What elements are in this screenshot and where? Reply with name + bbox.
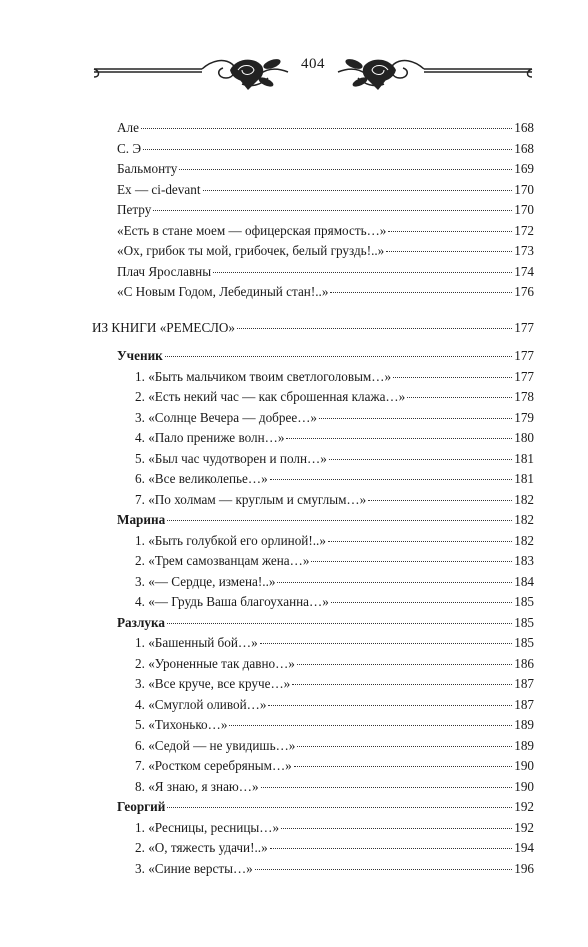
entry-title: 6. «Седой — не увидишь…» xyxy=(135,737,296,753)
entry-page-number: 170 xyxy=(514,181,534,197)
entry-title: Разлука xyxy=(117,614,165,630)
toc-item xyxy=(135,717,534,733)
toc-item xyxy=(135,594,534,610)
entry-page-number: 189 xyxy=(514,717,534,732)
entry-page-number: 187 xyxy=(514,676,534,691)
dot-leader xyxy=(311,561,512,562)
toc-item xyxy=(135,840,534,856)
page-number: 404 xyxy=(301,56,325,72)
entry-page-number: 168 xyxy=(514,140,534,156)
toc-group xyxy=(117,799,534,815)
entry-page-number: 190 xyxy=(514,758,534,773)
toc-entry xyxy=(117,120,534,136)
entry-page-number: 190 xyxy=(514,778,534,794)
toc-entry xyxy=(117,243,534,259)
entry-title: «Есть в стане моем — офицерская прямость…» xyxy=(117,222,387,238)
toc-entry xyxy=(117,141,534,157)
entry-title: 3. «— Сердце, измена!..» xyxy=(135,573,276,589)
toc-item xyxy=(135,451,534,467)
dot-leader xyxy=(319,418,512,419)
entry-page-number: 186 xyxy=(514,655,534,671)
dot-leader xyxy=(330,292,512,293)
entry-title: 2. «Трем самозванцам жена…» xyxy=(135,553,310,568)
entry-title: 1. «Башенный бой…» xyxy=(135,635,258,650)
dot-leader xyxy=(179,169,512,170)
entry-page-number: 168 xyxy=(514,120,534,135)
toc-item xyxy=(135,758,534,774)
entry-title: Плач Ярославны xyxy=(117,263,212,279)
entry-title: Георгий xyxy=(117,799,166,814)
entry-page-number: 172 xyxy=(514,222,534,238)
toc-item xyxy=(135,533,534,549)
entry-page-number: 179 xyxy=(514,409,534,425)
dot-leader xyxy=(407,397,512,398)
toc-item xyxy=(135,820,534,836)
dot-leader xyxy=(368,500,512,501)
toc-item xyxy=(135,492,534,508)
dot-leader xyxy=(167,807,512,808)
entry-page-number: 181 xyxy=(514,471,534,486)
entry-title: 6. «Все великолепье…» xyxy=(135,471,268,486)
entry-title: Ex — ci-devant xyxy=(117,181,201,197)
entry-title: ИЗ КНИГИ «РЕМЕСЛО» xyxy=(92,320,236,335)
page-header xyxy=(92,50,534,94)
entry-title: Петру xyxy=(117,202,152,217)
dot-leader xyxy=(393,377,512,378)
toc-item xyxy=(135,471,534,487)
dot-leader xyxy=(297,664,512,665)
dot-leader xyxy=(229,725,512,726)
entry-page-number: 182 xyxy=(514,491,534,507)
entry-page-number: 192 xyxy=(514,819,534,835)
entry-page-number: 177 xyxy=(514,348,534,363)
dot-leader xyxy=(292,684,512,685)
toc-item xyxy=(135,676,534,692)
entry-title: С. Э xyxy=(117,140,142,156)
toc-entry xyxy=(117,202,534,218)
entry-page-number: 181 xyxy=(514,450,534,466)
entry-title: 4. «— Грудь Ваша благоуханна…» xyxy=(135,594,329,609)
dot-leader xyxy=(167,623,512,624)
entry-page-number: 174 xyxy=(514,263,534,279)
entry-page-number: 187 xyxy=(514,696,534,712)
entry-title: Бальмонту xyxy=(117,161,178,176)
entry-page-number: 169 xyxy=(514,161,534,176)
toc-item xyxy=(135,389,534,405)
entry-page-number: 192 xyxy=(514,799,534,814)
entry-title: 1. «Быть мальчиком твоим светлоголовым…» xyxy=(135,368,392,384)
entry-title: Ученик xyxy=(117,348,163,363)
dot-leader xyxy=(281,828,512,829)
toc-group xyxy=(117,512,534,528)
entry-title: 3. «Все круче, все круче…» xyxy=(135,676,291,691)
toc-section xyxy=(92,320,534,336)
toc-entry xyxy=(117,161,534,177)
entry-page-number: 185 xyxy=(514,635,534,650)
entry-title: 7. «По холмам — круглым и смуглым…» xyxy=(135,491,367,507)
dot-leader xyxy=(237,328,512,329)
toc-item xyxy=(135,369,534,385)
dot-leader xyxy=(270,479,513,480)
entry-title: 2. «Уроненные так давно…» xyxy=(135,655,295,671)
entry-page-number: 177 xyxy=(514,320,534,335)
toc-item xyxy=(135,738,534,754)
entry-page-number: 180 xyxy=(514,430,534,445)
entry-page-number: 178 xyxy=(514,389,534,404)
entry-title: 1. «Быть голубкой его орлиной!..» xyxy=(135,532,326,548)
entry-title: Але xyxy=(117,120,139,135)
dot-leader xyxy=(329,459,512,460)
entry-page-number: 194 xyxy=(514,840,534,855)
dot-leader xyxy=(388,231,512,232)
dot-leader xyxy=(270,848,513,849)
entry-page-number: 173 xyxy=(514,243,534,258)
toc-entry xyxy=(117,264,534,280)
dot-leader xyxy=(277,582,512,583)
entry-page-number: 177 xyxy=(514,368,534,384)
dot-leader xyxy=(213,272,512,273)
dot-leader xyxy=(261,787,513,788)
entry-title: 4. «Пало прениже волн…» xyxy=(135,430,285,445)
dot-leader xyxy=(203,190,513,191)
entry-page-number: 185 xyxy=(514,594,534,609)
entry-page-number: 170 xyxy=(514,202,534,217)
toc-group xyxy=(117,348,534,364)
dot-leader xyxy=(255,869,512,870)
entry-title: 5. «Тихонько…» xyxy=(135,717,228,732)
entry-title: 8. «Я знаю, я знаю…» xyxy=(135,778,259,794)
entry-title: 2. «Есть некий час — как сброшенная клажа…» xyxy=(135,389,406,404)
entry-page-number: 176 xyxy=(514,284,534,299)
dot-leader xyxy=(331,602,512,603)
entry-page-number: 183 xyxy=(514,553,534,568)
entry-page-number: 182 xyxy=(514,512,534,527)
toc-entry xyxy=(117,284,534,300)
toc-item xyxy=(135,574,534,590)
dot-leader xyxy=(297,746,512,747)
dot-leader xyxy=(328,541,512,542)
toc-group xyxy=(117,615,534,631)
toc-item xyxy=(135,635,534,651)
entry-page-number: 182 xyxy=(514,532,534,548)
entry-title: 4. «Смуглой оливой…» xyxy=(135,696,267,712)
entry-title: 3. «Солнце Вечера — добрее…» xyxy=(135,409,317,425)
entry-title: 3. «Синие версты…» xyxy=(135,860,253,876)
toc-item xyxy=(135,861,534,877)
toc-item xyxy=(135,430,534,446)
dot-leader xyxy=(143,149,512,150)
dot-leader xyxy=(286,438,512,439)
dot-leader xyxy=(260,643,513,644)
entry-page-number: 189 xyxy=(514,737,534,753)
entry-title: 1. «Ресницы, ресницы…» xyxy=(135,819,280,835)
toc-item xyxy=(135,410,534,426)
entry-page-number: 185 xyxy=(514,614,534,630)
entry-title: Марина xyxy=(117,512,166,527)
dot-leader xyxy=(153,210,512,211)
entry-title: 7. «Ростком серебряным…» xyxy=(135,758,292,773)
dot-leader xyxy=(141,128,512,129)
dot-leader xyxy=(386,251,512,252)
dot-leader xyxy=(294,766,512,767)
toc-entry xyxy=(117,223,534,239)
dot-leader xyxy=(167,520,512,521)
entry-title: 2. «О, тяжесть удачи!..» xyxy=(135,840,268,855)
toc-item xyxy=(135,656,534,672)
entry-title: «С Новым Годом, Лебединый стан!..» xyxy=(117,284,329,299)
entry-title: 5. «Был час чудотворен и полн…» xyxy=(135,450,327,466)
toc-item xyxy=(135,553,534,569)
entry-page-number: 184 xyxy=(514,573,534,589)
entry-title: «Ох, грибок ты мой, грибочек, белый груздь!..» xyxy=(117,243,385,258)
dot-leader xyxy=(268,705,512,706)
dot-leader xyxy=(165,356,512,357)
entry-page-number: 196 xyxy=(514,860,534,876)
toc-entry xyxy=(117,182,534,198)
toc-item xyxy=(135,697,534,713)
toc-item xyxy=(135,779,534,795)
